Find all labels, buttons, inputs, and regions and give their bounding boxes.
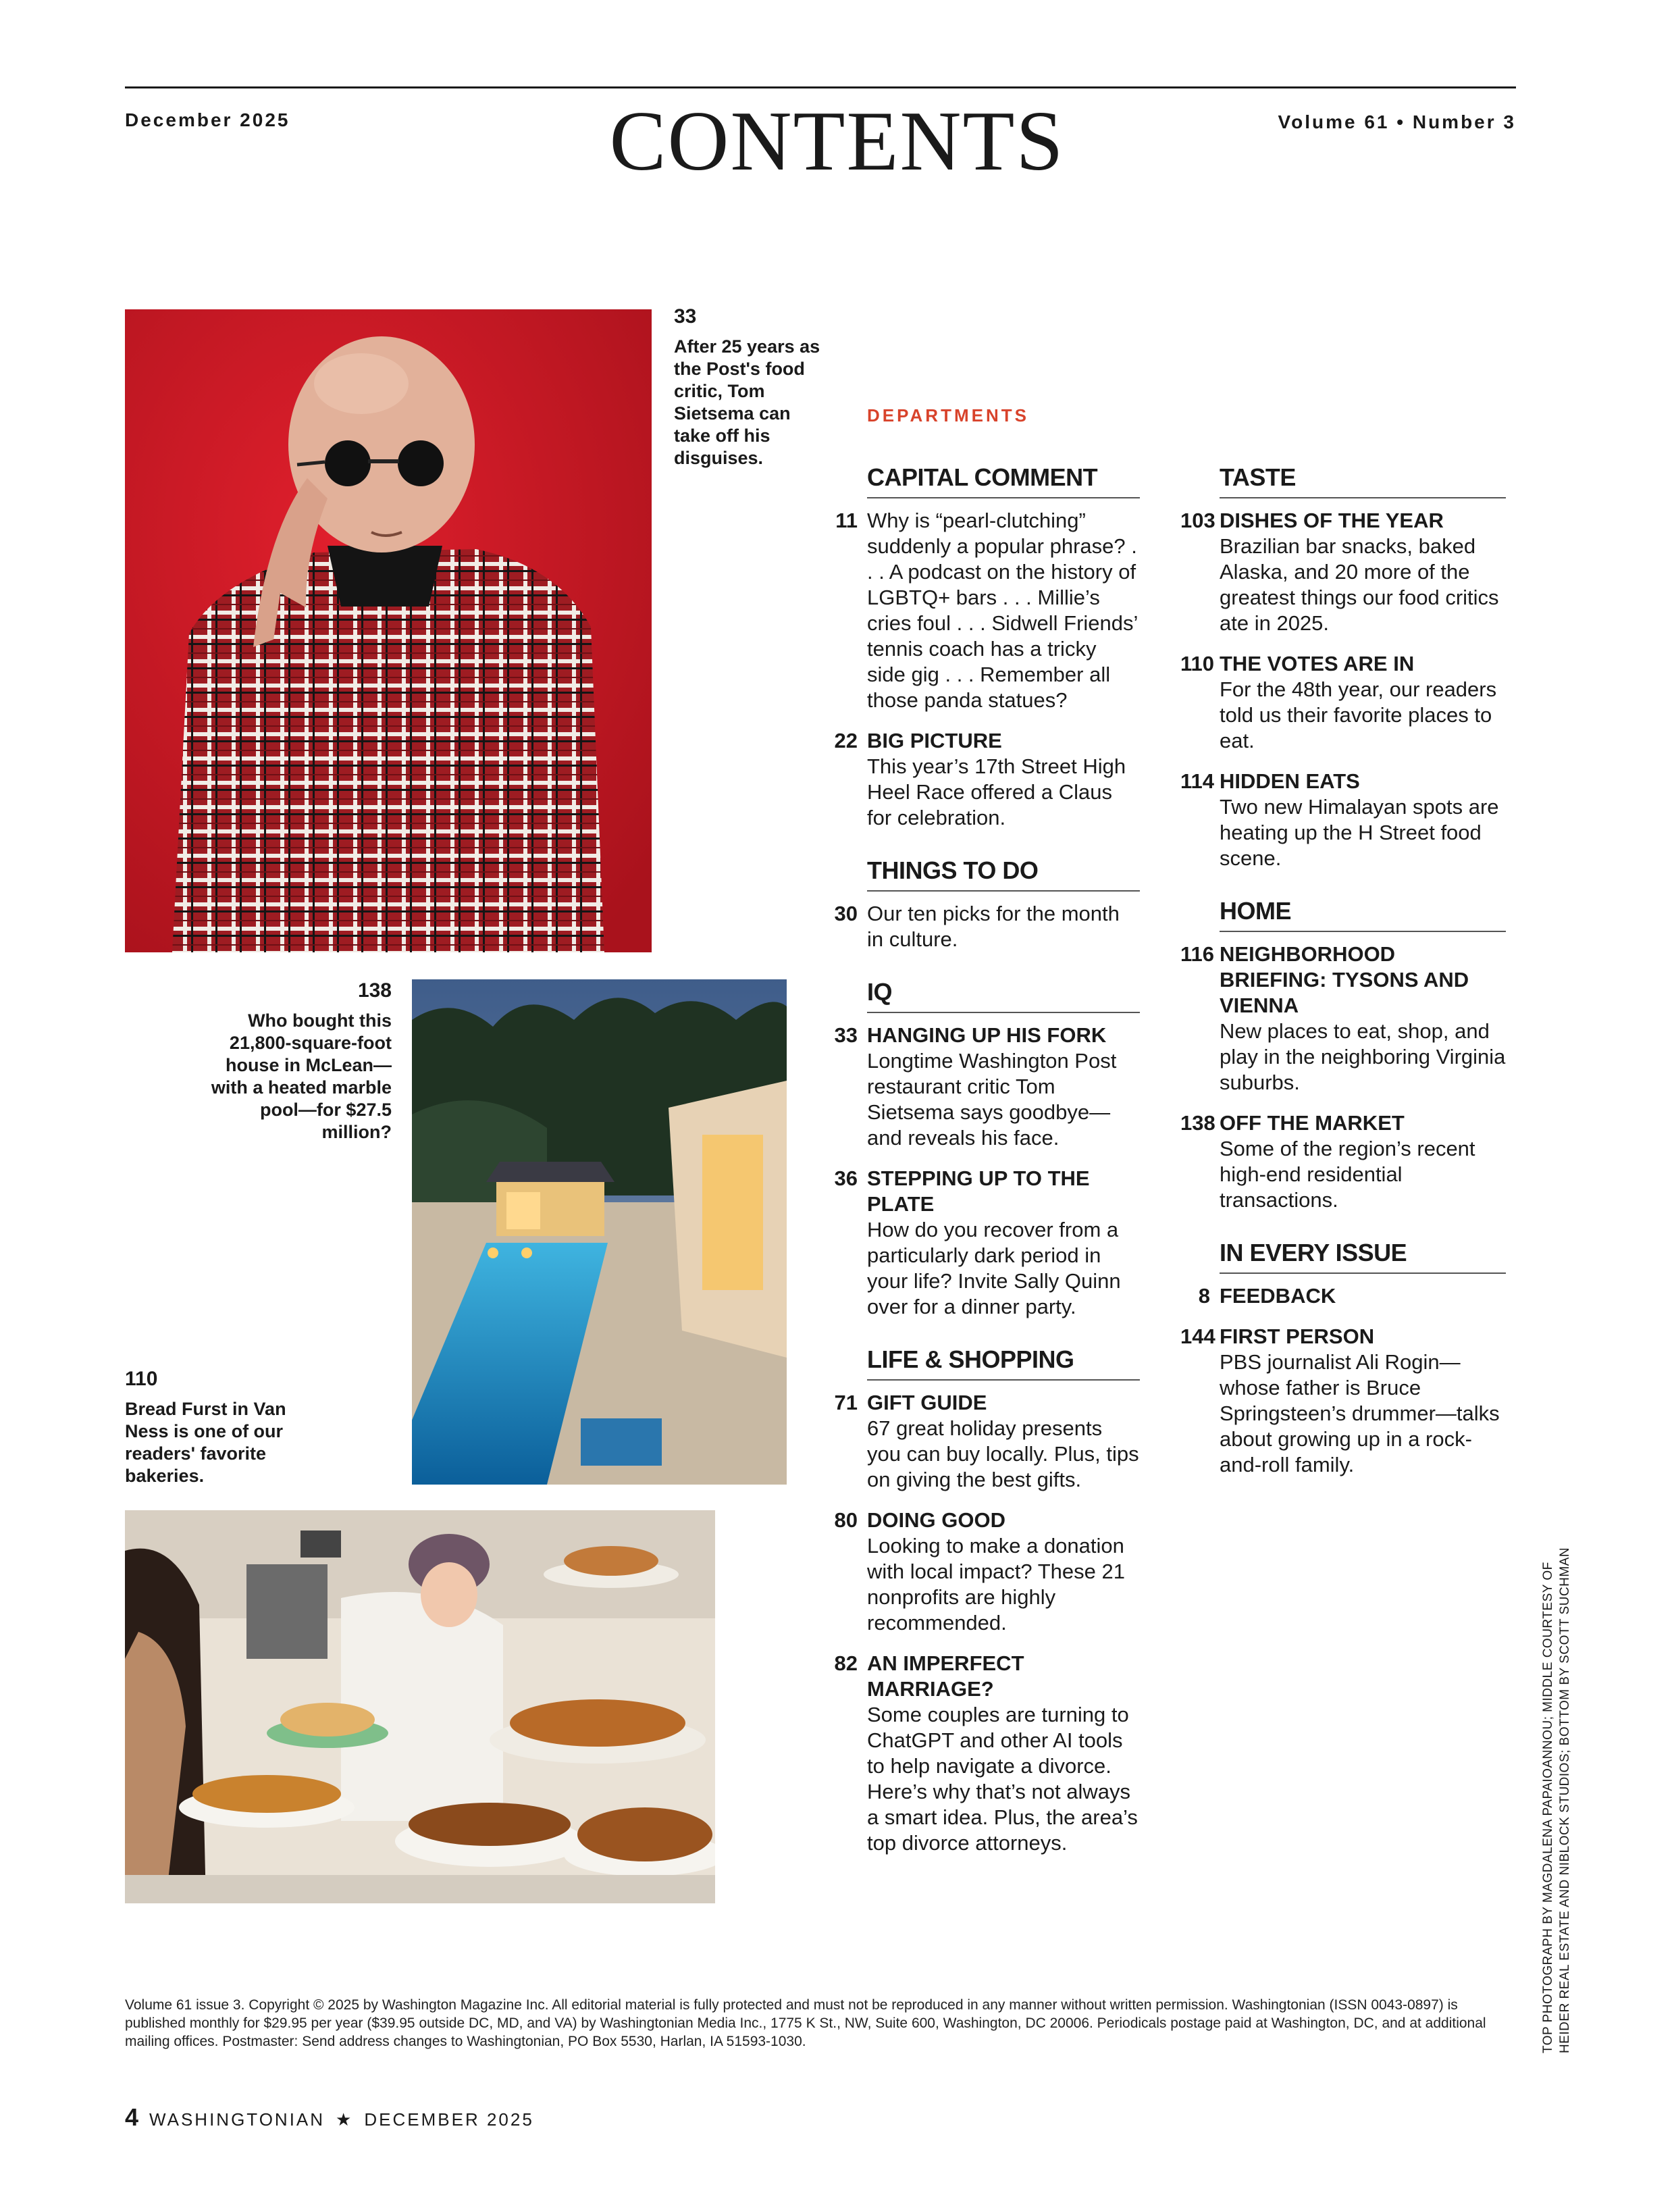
section-heading: THINGS TO DO <box>867 856 1140 892</box>
contents-column-middle <box>828 463 1140 1882</box>
caption-text: Bread Furst in Van Ness is one of our readers' favorite bakeries. <box>125 1399 286 1486</box>
entry-title: BIG PICTURE <box>867 729 1002 752</box>
toc-entry[interactable] <box>828 1651 1140 1856</box>
caption-text: Who bought this 21,800-square-foot house in McLean—with a heated marble pool—for $27.5 million? <box>211 1010 392 1142</box>
entry-description: Brazilian bar snacks, baked Alaska, and 20 more of the greatest things our food critics ate in 2025. <box>1220 534 1499 635</box>
photo-credits <box>1540 1547 1573 2053</box>
section-capital-comment <box>828 463 1140 831</box>
entry-page-number: 80 <box>834 1508 858 1532</box>
entry-description: 67 great holiday presents you can buy locally. Plus, tips on giving the best gifts. <box>867 1416 1139 1491</box>
caption-page-number: 110 <box>125 1368 158 1390</box>
section-home <box>1180 897 1506 1213</box>
section-heading: IN EVERY ISSUE <box>1220 1239 1506 1274</box>
entry-page-number: 11 <box>835 509 858 532</box>
entry-description: Why is “pearl-clutching” suddenly a popular phrase? . . . A podcast on the history of LGBTQ+ bars . . . Millie’s cries foul . . . Sidwell Friends’ tennis coach has a tricky side gig . . . Remember all those panda statues? <box>867 509 1138 712</box>
star-icon: ★ <box>336 2109 354 2130</box>
section-taste <box>1180 463 1506 871</box>
toc-entry[interactable] <box>1180 508 1506 636</box>
section-heading: CAPITAL COMMENT <box>867 463 1140 498</box>
entry-title: GIFT GUIDE <box>867 1391 987 1414</box>
entry-page-number: 116 <box>1180 942 1215 966</box>
critic-photo <box>125 309 652 952</box>
contents-column-right <box>1180 463 1506 1503</box>
entry-title: HIDDEN EATS <box>1220 769 1360 793</box>
entry-description: Two new Himalayan spots are heating up the H Street food scene. <box>1220 795 1499 870</box>
issue-date: December 2025 <box>125 109 290 130</box>
entry-description: For the 48th year, our readers told us their favorite places to eat. <box>1220 677 1497 752</box>
section-heading: TASTE <box>1220 463 1506 498</box>
entry-page-number: 138 <box>1180 1111 1215 1135</box>
copyright-notice: Volume 61 issue 3. Copyright © 2025 by Washington Magazine Inc. All editorial material is fully protected and must not be reproduced in any manner without written permission. Washingtonian (ISSN 0043-0897) is published monthly for $29.95 per year ($39.95 outside DC, MD, and VA) by Washingtonian Media Inc., 1775 K St., NW, Suite 600, Washington, DC 20006. Periodicals postage paid at Washington, DC, and at additional mailing offices. Postmaster: Send address changes to Washingtonian, PO Box 5530, Harlan, IA 51593-1030. <box>125 1997 1486 2049</box>
entry-title: FEEDBACK <box>1220 1284 1336 1308</box>
entry-description: How do you recover from a particularly dark period in your life? Invite Sally Quinn over for a dinner party. <box>867 1218 1121 1318</box>
house-pool-photo <box>412 979 787 1485</box>
entry-description: Longtime Washington Post restaurant critic Tom Sietsema says goodbye—and reveals his face. <box>867 1049 1117 1150</box>
toc-entry[interactable] <box>828 508 1140 713</box>
toc-entry[interactable] <box>828 1166 1140 1320</box>
bakery-caption <box>125 1368 300 1487</box>
entry-description: Our ten picks for the month in culture. <box>867 902 1120 951</box>
entry-description: PBS journalist Ali Rogin—whose father is Bruce Springsteen’s drummer—talks about growing up in a rock-and-roll family. <box>1220 1350 1500 1476</box>
caption-page-number: 33 <box>674 305 697 328</box>
departments-label: DEPARTMENTS <box>867 405 1029 426</box>
entry-title: HANGING UP HIS FORK <box>867 1023 1107 1047</box>
section-life-shopping <box>828 1345 1140 1856</box>
entry-description: This year’s 17th Street High Heel Race offered a Claus for celebration. <box>867 754 1126 829</box>
entry-page-number: 36 <box>834 1166 858 1190</box>
entry-page-number: 33 <box>834 1023 858 1047</box>
entry-title: AN IMPERFECT MARRIAGE? <box>867 1651 1024 1701</box>
section-heading: LIFE & SHOPPING <box>867 1345 1140 1381</box>
photo-credit-line: TOP PHOTOGRAPH BY MAGDALENA PAPAIOANNOU; MIDDLE COURTESY OF <box>1541 1562 1555 2053</box>
entry-description: Looking to make a donation with local impact? These 21 nonprofits are highly recommended. <box>867 1534 1125 1635</box>
toc-entry[interactable] <box>828 901 1140 952</box>
issue-volume: Volume 61 • Number 3 <box>1278 111 1516 132</box>
entry-page-number: 82 <box>834 1651 858 1675</box>
caption-page-number: 138 <box>357 979 392 1002</box>
entry-description: Some of the region’s recent high-end residential transactions. <box>1220 1137 1475 1212</box>
house-caption <box>189 979 392 1143</box>
entry-title: NEIGHBORHOOD BRIEFING: TYSONS AND VIENNA <box>1220 942 1469 1017</box>
toc-entry[interactable] <box>1180 651 1506 754</box>
toc-entry[interactable] <box>828 1390 1140 1493</box>
entry-title: OFF THE MARKET <box>1220 1111 1405 1135</box>
toc-entry[interactable] <box>828 728 1140 831</box>
entry-page-number: 114 <box>1180 769 1215 793</box>
toc-entry[interactable] <box>1180 1283 1506 1309</box>
toc-entry[interactable] <box>828 1023 1140 1151</box>
bakery-photo <box>125 1510 715 1903</box>
entry-page-number: 22 <box>834 729 858 752</box>
entry-page-number: 144 <box>1180 1324 1215 1348</box>
caption-text: After 25 years as the Post's food critic, Tom Sietsema can take off his disguises. <box>674 336 820 468</box>
section-iq <box>828 978 1140 1320</box>
section-heading: HOME <box>1220 897 1506 932</box>
toc-entry[interactable] <box>1180 1324 1506 1478</box>
toc-entry[interactable] <box>1180 942 1506 1096</box>
footer-date: DECEMBER 2025 <box>364 2109 534 2130</box>
entry-title: STEPPING UP TO THE PLATE <box>867 1166 1090 1216</box>
entry-page-number: 30 <box>834 902 858 925</box>
page-number: 4 <box>125 2103 139 2131</box>
top-rule <box>125 86 1516 88</box>
photo-credit-line: HEIDER REAL ESTATE AND NIBLOCK STUDIOS; BOTTOM BY SCOTT SUCHMAN <box>1558 1547 1572 2053</box>
toc-entry[interactable] <box>1180 769 1506 871</box>
section-heading: IQ <box>867 978 1140 1013</box>
entry-description: New places to eat, shop, and play in the neighboring Virginia suburbs. <box>1220 1019 1506 1094</box>
toc-entry[interactable] <box>828 1508 1140 1636</box>
toc-entry[interactable] <box>1180 1110 1506 1213</box>
entry-title: DISHES OF THE YEAR <box>1220 509 1444 532</box>
publication-name: WASHINGTONIAN <box>149 2109 325 2130</box>
entry-page-number: 103 <box>1180 509 1215 532</box>
page-title: CONTENTS <box>609 95 1065 188</box>
page-footer <box>125 2103 534 2132</box>
entry-title: THE VOTES ARE IN <box>1220 652 1415 675</box>
entry-title: FIRST PERSON <box>1220 1324 1375 1348</box>
entry-page-number: 71 <box>834 1391 858 1414</box>
entry-page-number: 110 <box>1180 652 1215 675</box>
section-things-to-do <box>828 856 1140 952</box>
section-in-every-issue <box>1180 1239 1506 1478</box>
entry-description: Some couples are turning to ChatGPT and other AI tools to help navigate a divorce. Here’s why that’s not always a smart idea. Plus, the area’s top divorce attorneys. <box>867 1703 1138 1855</box>
entry-page-number: 8 <box>1198 1284 1210 1308</box>
entry-title: DOING GOOD <box>867 1508 1005 1532</box>
critic-caption <box>674 305 822 469</box>
